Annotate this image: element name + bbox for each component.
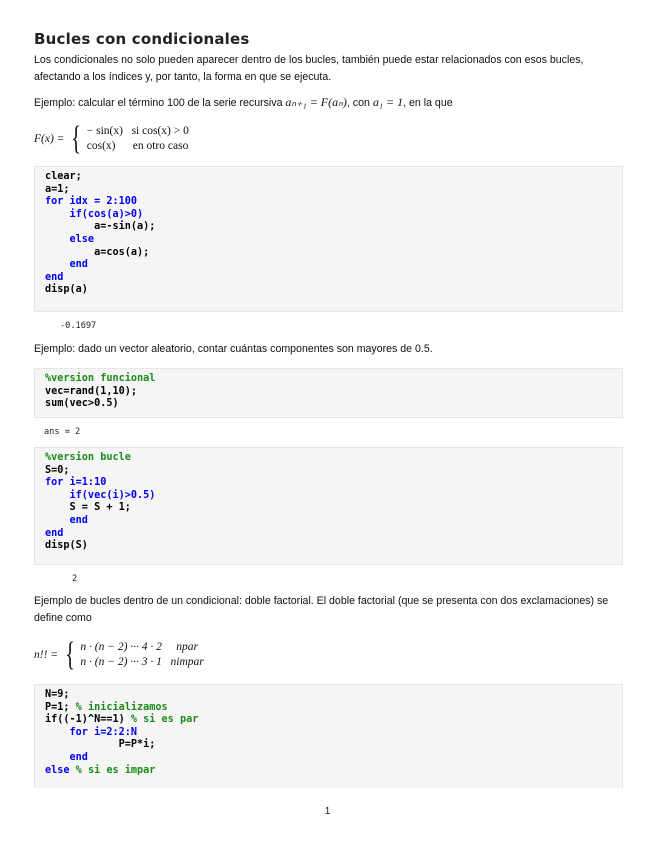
code-block-double-factorial[interactable] xyxy=(34,684,623,788)
formula-case-2: cos(x) en otro caso xyxy=(86,140,189,152)
example1-text-after: , en la que xyxy=(403,97,453,109)
piecewise-formula-F xyxy=(34,120,189,157)
example1-statement xyxy=(34,94,624,112)
double-factorial-lhs: n!! = xyxy=(34,649,59,661)
code-block-functional[interactable] xyxy=(34,368,623,418)
output-functional: ans = 2 xyxy=(44,427,81,437)
example3-statement: Ejemplo de bucles dentro de un condicional: doble factorial. El doble factorial (que se presenta con dos exclamaciones) se define como xyxy=(34,595,609,624)
code-loop: %version bucle S=0; for i=1:10 if(vec(i)>0.5) S = S + 1; end end disp(S) xyxy=(45,452,156,552)
left-brace-icon: { xyxy=(65,636,76,673)
left-brace-icon: { xyxy=(71,120,82,157)
example1-text-mid: , con xyxy=(346,97,373,109)
section-title: Bucles con condicionales xyxy=(34,30,250,48)
piecewise-formula-double-factorial xyxy=(34,636,204,673)
recurrence-formula: aₙ₊₁ = F(aₙ) xyxy=(285,95,347,109)
code-functional: %version funcional vec=rand(1,10); sum(vec>0.5) xyxy=(45,373,156,410)
example2-statement: Ejemplo: dado un vector aleatorio, contar cuántas componentes son mayores de 0.5. xyxy=(34,343,433,355)
code-block-loop[interactable] xyxy=(34,447,623,565)
code-block-recursive[interactable] xyxy=(34,166,623,312)
initial-condition: a₁ = 1 xyxy=(372,95,404,109)
page-number: 1 xyxy=(324,806,331,817)
formula-case-1: − sin(x) si cos(x) > 0 xyxy=(86,125,189,137)
output-loop: 2 xyxy=(72,574,78,584)
code-recursive: clear; a=1; for idx = 2:100 if(cos(a)>0) a=-sin(a); else a=cos(a); end end disp(a) xyxy=(45,171,156,296)
formula-lhs: F(x) = xyxy=(34,133,65,145)
output-recursive: -0.1697 xyxy=(60,321,97,331)
code-double-factorial: N=9; P=1; % inicializamos if((-1)^N==1) % si es par for i=2:2:N P=P*i; end else % si es impar xyxy=(45,689,199,776)
double-factorial-case-1: n · (n − 2) ··· 4 · 2 npar xyxy=(80,641,199,653)
formula-cases xyxy=(87,124,189,154)
intro-paragraph: Los condicionales no solo pueden aparecer dentro de los bucles, también puede estar relacionados con esos bucles, afectando a los índices y, por tanto, la forma en que se ejecuta. xyxy=(34,54,584,83)
double-factorial-cases xyxy=(80,640,203,670)
double-factorial-case-2: n · (n − 2) ··· 3 · 1 nimpar xyxy=(80,656,204,668)
example1-text-before: Ejemplo: calcular el término 100 de la serie recursiva xyxy=(34,97,286,109)
